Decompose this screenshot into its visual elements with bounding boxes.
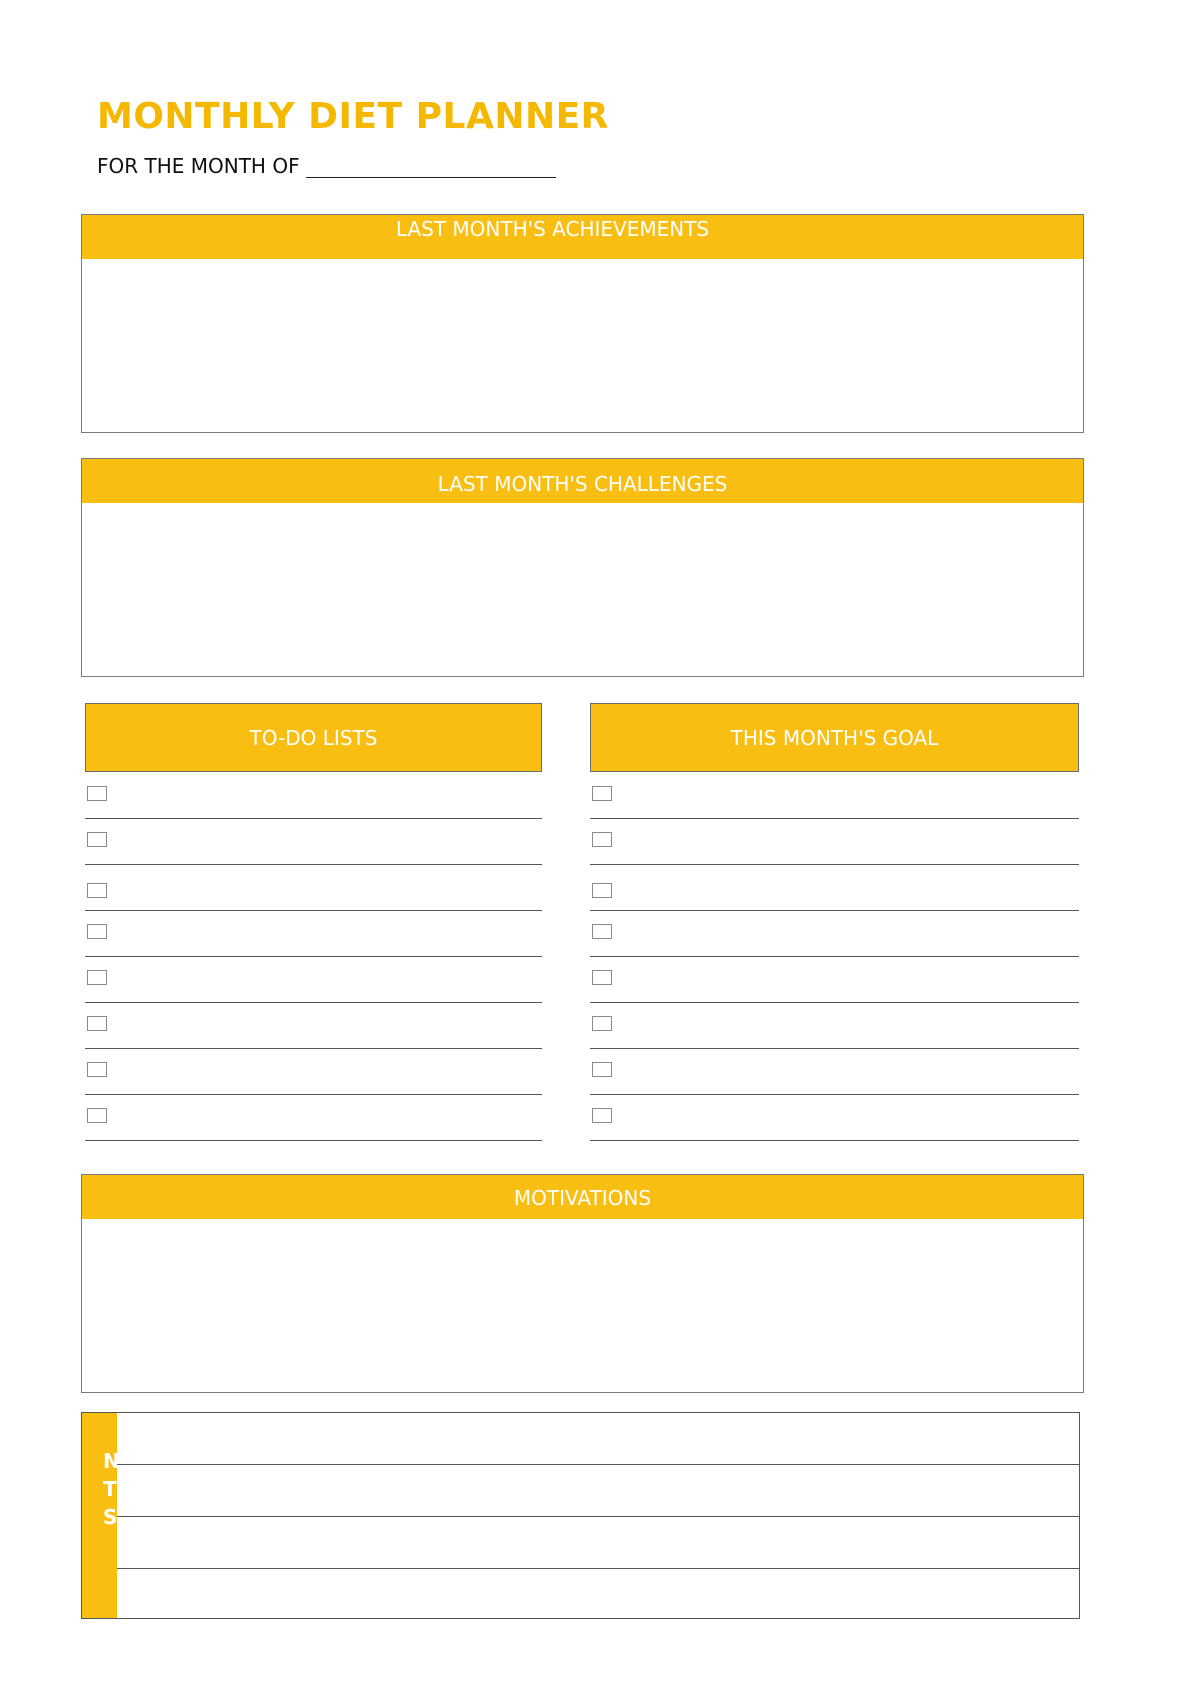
goal-row bbox=[590, 910, 1079, 957]
month-label: FOR THE MONTH OF bbox=[97, 154, 300, 178]
checkbox[interactable] bbox=[87, 1016, 107, 1031]
goal-title: THIS MONTH'S GOAL bbox=[730, 725, 939, 750]
challenges-section bbox=[81, 458, 1084, 677]
todo-row bbox=[85, 818, 542, 865]
notes-line[interactable] bbox=[117, 1516, 1079, 1517]
checkbox[interactable] bbox=[592, 1016, 612, 1031]
motivations-header bbox=[82, 1175, 1083, 1219]
achievements-header bbox=[82, 215, 1083, 259]
checkbox[interactable] bbox=[87, 1062, 107, 1077]
motivations-section bbox=[81, 1174, 1084, 1393]
motivations-title: MOTIVATIONS bbox=[513, 1186, 652, 1210]
goal-row bbox=[590, 1002, 1079, 1049]
month-field bbox=[97, 154, 556, 178]
notes-letter: N bbox=[103, 1449, 120, 1473]
notes-letter: S bbox=[103, 1505, 118, 1529]
checkbox[interactable] bbox=[87, 832, 107, 847]
todo-row bbox=[85, 1002, 542, 1049]
page-title: MONTHLY DIET PLANNER bbox=[97, 96, 609, 137]
todo-row bbox=[85, 772, 542, 819]
checkbox[interactable] bbox=[592, 786, 612, 801]
todo-row bbox=[85, 910, 542, 957]
checkbox[interactable] bbox=[592, 1108, 612, 1123]
notes-line[interactable] bbox=[117, 1464, 1079, 1465]
checkbox[interactable] bbox=[592, 1062, 612, 1077]
challenges-title: LAST MONTH'S CHALLENGES bbox=[437, 472, 728, 496]
goal-row bbox=[590, 1094, 1079, 1141]
checkbox[interactable] bbox=[592, 924, 612, 939]
checkbox[interactable] bbox=[592, 883, 612, 898]
todo-row bbox=[85, 1048, 542, 1095]
goal-row bbox=[590, 1048, 1079, 1095]
checkbox[interactable] bbox=[87, 883, 107, 898]
checkbox[interactable] bbox=[592, 832, 612, 847]
notes-line[interactable] bbox=[117, 1568, 1079, 1569]
challenges-writing-area[interactable] bbox=[82, 503, 1083, 676]
goal-row bbox=[590, 864, 1079, 911]
month-input-line[interactable] bbox=[306, 157, 556, 178]
goal-checklist bbox=[590, 772, 1079, 1142]
checkbox[interactable] bbox=[592, 970, 612, 985]
todo-title: TO-DO LISTS bbox=[249, 725, 378, 750]
checkbox[interactable] bbox=[87, 786, 107, 801]
checkbox[interactable] bbox=[87, 1108, 107, 1123]
notes-letter: T bbox=[103, 1477, 117, 1501]
todo-row bbox=[85, 956, 542, 1003]
goal-row bbox=[590, 956, 1079, 1003]
achievements-title: LAST MONTH'S ACHIEVEMENTS bbox=[395, 217, 710, 241]
goal-row bbox=[590, 772, 1079, 819]
motivations-writing-area[interactable] bbox=[82, 1219, 1083, 1392]
todo-row bbox=[85, 1094, 542, 1141]
todo-row bbox=[85, 864, 542, 911]
achievements-section bbox=[81, 214, 1084, 433]
todo-checklist bbox=[85, 772, 542, 1142]
goal-row bbox=[590, 818, 1079, 865]
notes-section bbox=[81, 1412, 1080, 1619]
checkbox[interactable] bbox=[87, 970, 107, 985]
checkbox[interactable] bbox=[87, 924, 107, 939]
todo-header bbox=[85, 703, 542, 772]
challenges-header bbox=[82, 459, 1083, 503]
achievements-writing-area[interactable] bbox=[82, 259, 1083, 432]
goal-header bbox=[590, 703, 1079, 772]
